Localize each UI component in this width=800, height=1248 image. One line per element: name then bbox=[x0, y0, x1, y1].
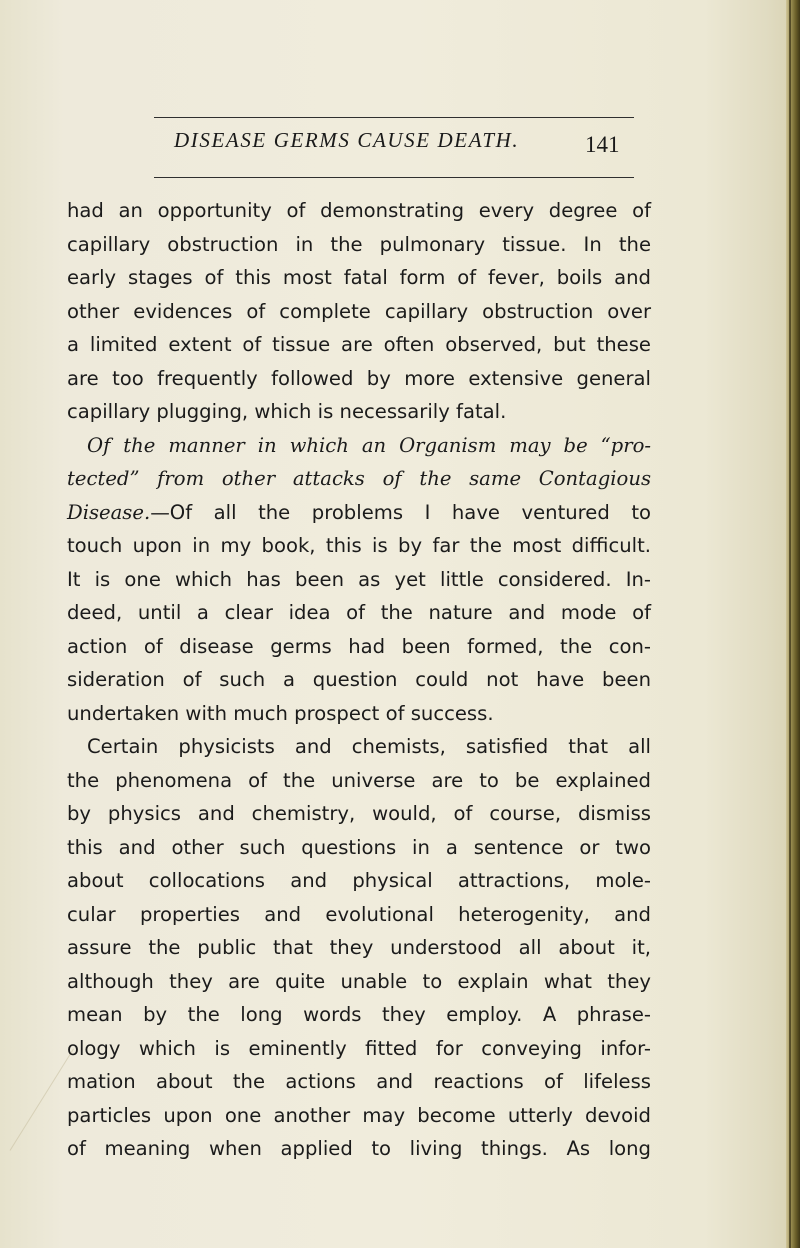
page-crease bbox=[10, 1048, 74, 1150]
text-line: had an opportunity of demonstrating every degree of bbox=[67, 199, 651, 222]
text-line: although they are quite unable to explain what they bbox=[67, 969, 651, 993]
text-line: a limited extent of tissue are often observed, but these bbox=[67, 333, 651, 356]
page-number: 141 bbox=[585, 132, 620, 157]
page-edge-shadow bbox=[786, 0, 800, 1248]
section-heading-line: tected” from other attacks of the same Contagious bbox=[67, 467, 651, 490]
body-text bbox=[67, 194, 651, 1166]
text-line: about collocations and physical attractions, mole- bbox=[67, 869, 651, 892]
text-line: the phenomena of the universe are to be explained bbox=[67, 768, 651, 792]
text-line: capillary obstruction in the pulmonary tissue. In the bbox=[67, 232, 651, 256]
running-header-title: DISEASE GERMS CAUSE DEATH. bbox=[174, 128, 520, 152]
section-heading-line: Of the manner in which an Organism may be “pro- bbox=[87, 433, 651, 457]
text-line: other evidences of complete capillary obstruction over bbox=[67, 299, 651, 323]
text-line: early stages of this most fatal form of fever, boils and bbox=[67, 266, 651, 289]
text-line: mean by the long words they employ. A phrase- bbox=[67, 1003, 651, 1026]
text-line: undertaken with much prospect of success. bbox=[67, 701, 494, 725]
text-line: are too frequently followed by more extensive general bbox=[67, 366, 651, 390]
text-line: particles upon one another may become utterly devoid bbox=[67, 1103, 651, 1127]
header-top-rule bbox=[154, 117, 634, 118]
section-heading-line-3 bbox=[67, 496, 651, 530]
text-line: touch upon in my book, this is by far the most difficult. bbox=[67, 534, 651, 557]
text-line: ology which is eminently fitted for conveying infor- bbox=[67, 1036, 651, 1060]
text-line: mation about the actions and reactions of lifeless bbox=[67, 1070, 651, 1093]
text-line: assure the public that they understood all about it, bbox=[67, 936, 651, 959]
text-line: capillary plugging, which is necessarily fatal. bbox=[67, 400, 507, 423]
header-bottom-rule bbox=[154, 177, 634, 178]
text-line: deed, until a clear idea of the nature and mode of bbox=[67, 601, 651, 624]
text-line: It is one which has been as yet little considered. In- bbox=[67, 567, 651, 591]
text-line: of meaning when applied to living things. As long bbox=[67, 1137, 651, 1160]
text-line: this and other such questions in a sentence or two bbox=[67, 835, 651, 859]
text-line: Certain physicists and chemists, satisfied that all bbox=[87, 735, 651, 758]
text-line: action of disease germs had been formed, the con- bbox=[67, 634, 651, 658]
text-line: by physics and chemistry, would, of course, dismiss bbox=[67, 802, 651, 825]
text-line: cular properties and evolutional heterogenity, and bbox=[67, 902, 651, 926]
text-line: sideration of such a question could not have been bbox=[67, 668, 651, 691]
section-heading-end: Disease. bbox=[67, 500, 151, 524]
section-heading-continuation: —Of all the problems I have ventured to bbox=[150, 500, 651, 524]
